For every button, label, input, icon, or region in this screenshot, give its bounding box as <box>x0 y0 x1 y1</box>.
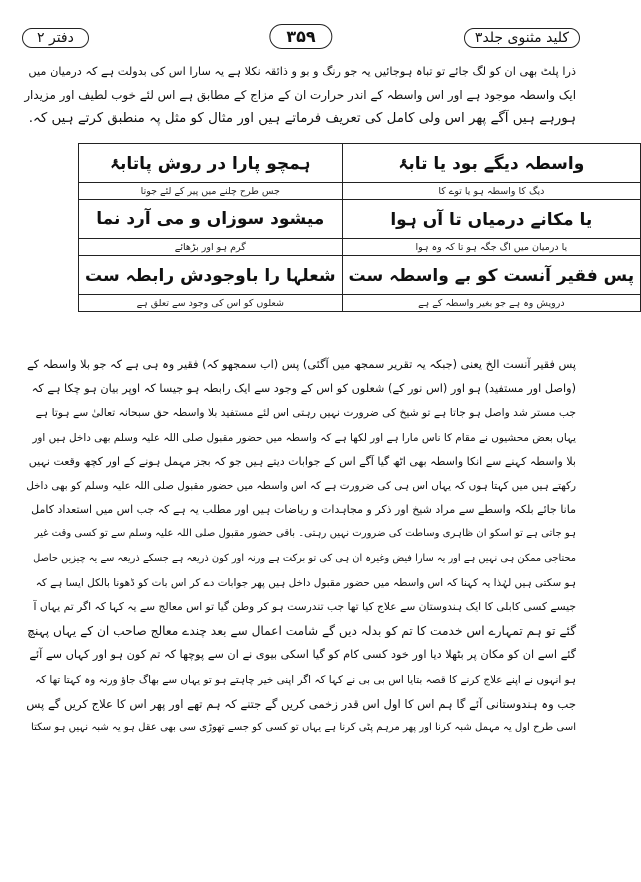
text-line: بلا واسطہ کہنے سے انکا واسطہ بھی اٹھ گیا آگے اس کے جوابات دیتے ہیں جو کہ بجز مہمل ہونے کے اور کچھ وقعت نہیں <box>28 454 576 468</box>
verse-translation: یا درمیان میں اگ جگہ ہو تا کہ وہ ہوا <box>342 239 641 256</box>
text-line: رکھتے ہیں میں کہتا ہوں کہ یہاں اس ہی کی ضرورت ہے کہ اس واسطہ میں حضور مقبول صلی اللہ علیہ وسلم کو بھی داخل <box>26 480 576 493</box>
text-line: گئے اسے ان کو مکان پر بٹھلا دیا اور خود کسی کام کو گیا اسکی بیوی نے ان سے پوچھا کہ تم کون ہو اور کہاں سے آئے <box>29 648 576 662</box>
intro-paragraph <box>24 60 576 131</box>
verse-first-hemistich: واسطہ دیگے بود یا تابۂ <box>342 144 641 183</box>
text-line: ہو سکتی ہیں لہٰذا یہ کہنا کہ اس واسطہ میں حضور مقبول داخل ہیں پھر جوابات دے کر اس بات کو ڈھونا بالکل ایسا ہے کہ <box>35 576 576 589</box>
verse-first-hemistich: پس فقیر آنست کو بے واسطہ ست <box>342 256 641 295</box>
verse-translation: جس طرح چلنے میں پیر کے لئے جوتا <box>79 183 343 200</box>
book-title: کلید مثنوی جلد۳ <box>464 28 580 48</box>
verse-second-hemistich: میشود سوزاں و می آرد نما <box>79 200 343 239</box>
section-label: دفتر ۲ <box>22 28 89 48</box>
text-line: جب مستر شد واصل ہو جاتا ہے تو شیخ کی ضرورت نہیں رہتی اس لئے مستفید بلا واسطہ حق سبحانہ تعالیٰ سے ہوتا ہے <box>35 406 576 420</box>
text-line: جیسے کسی کابلی کا ایک ہندوستان سے علاج کیا تھا جب تندرست ہو کر وطن گیا تو اس معالج سے یہ کہا کہ اگر تم یہاں آ <box>33 600 576 614</box>
text-line: ہورہے ہیں آگے پھر اس ولی کامل کی تعریف فرماتے ہیں اور مثال کو مثل پہ منطبق کرتے ہیں کہ. <box>28 111 576 126</box>
text-line: ہو انہوں نے اپنے علاج کرنے کا قصہ بتایا اس بی بی نے کہا کہ اگر اپنی خیر چاہتے ہو تو یہاں سے بھاگ جاؤ ورنہ وہ کہتا تھا کہ <box>35 673 576 686</box>
page-header <box>22 22 580 56</box>
verse-second-hemistich: ہمچو پارا در روش پاتابۂ <box>79 144 343 183</box>
commentary-paragraph <box>24 353 576 740</box>
verse-table <box>78 143 641 312</box>
text-line: گئے تو ہم تمہارے اس خدمت کا تم کو بدلہ دیں گے شامت اعمال سے بعد چندے معالج صاحب ان کے یہاں پہنچ <box>27 624 576 639</box>
text-line: ایک واسطہ موجود ہے اور اس واسطہ کے اندر حرارت ان کے مزاج کے مطابق ہے اس لئے خوب لطیف اور مزیدار <box>24 87 576 102</box>
text-line: اسی طرح اول یہ مہمل شبہ کرنا اور پھر مرہم پٹی کرنا ہے یہاں تو کسی کو جسے تھوڑی سی بھی عقل ہو یہ شبہ نہیں ہو سکتا <box>31 722 576 734</box>
verse-translation: گرم ہو اور بڑھائے <box>79 239 343 256</box>
verse-translation: دیگ کا واسطہ ہو یا توے کا <box>342 183 641 200</box>
text-line: (واصل اور مستفید) ہو اور (اس نور کے) شعلوں کو اس کے وجود سے ایک رابطہ ہو جیسا کہ اوپر بیان ہو چکا ہے کہ <box>31 382 576 396</box>
verse-first-hemistich: یا مکانے درمیاں تا آں ہوا <box>342 200 641 239</box>
verse-translation: شعلوں کو اس کی وجود سے تعلق ہے <box>79 295 343 312</box>
text-line: ہو جاتی ہے تو اسکو ان ظاہری وساطت کی ضرورت نہیں رہتی۔ باقی حضور مقبول صلی اللہ علیہ وسلم سے تو کسی وقت غیر <box>34 528 576 540</box>
verse-translation: درویش وہ ہے جو بغیر واسطہ کے ہے <box>342 295 641 312</box>
text-line: یہاں بعض محشیوں نے مقام کا ناس مارا ہے اور لکھا ہے کہ واسطہ میں حضور مقبول صلی اللہ علیہ وسلم بھی داخل ہیں اور <box>32 431 576 444</box>
verse-second-hemistich: شعلہا را باوجودش رابطہ ست <box>79 256 343 295</box>
text-line: ذرا پلٹ بھی ان کو لگ جائے تو تباہ ہوجائیں یہ جو رنگ و بو و ذائقہ نکلا ہے یہ سارا اس کی بدولت ہے کہ درمیان میں <box>28 65 576 78</box>
text-line: پس فقیر آنست الخ یعنی (جبکہ یہ تقریر سمجھ میں آگئی) پس (اب سمجھو کہ) فقیر وہ ہی ہے کہ جو بلا واسطہ کے <box>27 358 576 371</box>
text-line: محتاجی ممکن ہی نہیں ہے اور یہ سارا فیض وغیرہ ان ہی کی تو برکت ہے ورنہ اور کون ذریعہ ہے جسکے ذریعہ سے یہ چیزیں حاصل <box>33 552 576 564</box>
text-line: جب وہ ہندوستانی آئے گا ہم اس کا اول اس قدر زخمی کریں گے جتنے کہ ہم تھے اور پھر اس کا علاج کریں گے پس <box>26 696 576 711</box>
page-number: ۳۵۹ <box>269 24 332 49</box>
text-line: مانا جائے بلکہ واسطے سے مراد شیخ اور ذکر و مجاہدات و ریاضات ہیں اور مطلب یہ ہے کہ جب اس میں استعداد کامل <box>31 503 576 517</box>
